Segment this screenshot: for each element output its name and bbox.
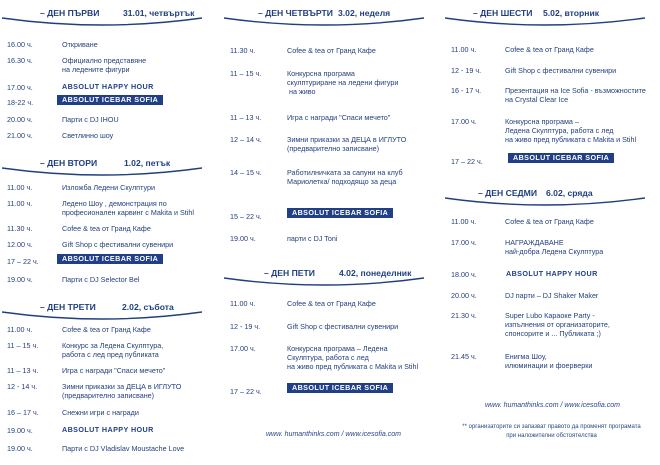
time: 11.00 ч.: [451, 45, 477, 54]
time: 11.00 ч.: [451, 217, 477, 226]
activity: Cofee & tea от Гранд Кафе: [505, 217, 594, 226]
time: 18.00 ч.: [451, 270, 477, 279]
day-label: – ДЕН ПЪРВИ: [40, 8, 100, 18]
activity: Конкурс за Ледена Скулптура, работа с лед пред публиката: [62, 341, 164, 359]
day-date: 5.02, вторник: [543, 8, 600, 18]
activity: Gift Shop с фестивални сувенири: [505, 66, 617, 75]
activity: Зимни приказки за ДЕЦА в ИГЛУТО (предварително записване): [62, 382, 182, 400]
time: 17 – 22 ч.: [7, 257, 39, 266]
activity: Cofee & tea от Гранд Кафе: [287, 46, 376, 55]
activity: Cofee & tea от Гранд Кафе: [62, 224, 151, 233]
activity: Парти с DJ Selector Bel: [62, 275, 140, 284]
time: 21.30 ч.: [451, 311, 477, 320]
activity: Super Lubo Караоке Party - изпълнения от организаторите, спонсорите и ... Публиката ;): [505, 311, 610, 338]
day-date: 1.02, петък: [124, 158, 171, 168]
time: 11.00 ч.: [230, 299, 256, 308]
activity: Енигма Шоу, илюминации и фоерверки: [505, 352, 593, 370]
day-label: – ДЕН СЕДМИ: [478, 188, 538, 198]
time: 11.00 ч.: [7, 199, 33, 208]
time: 11 – 13 ч.: [7, 366, 39, 375]
absolut-happy-hour-badge: ABSOLUT HAPPY HOUR: [506, 269, 598, 278]
absolut-icebar-badge: ABSOLUT ICEBAR SOFIA: [287, 383, 393, 393]
time: 17.00 ч.: [230, 344, 256, 353]
wave-divider: [445, 16, 645, 28]
day-date: 2.02, събота: [122, 302, 174, 312]
time: 12 - 19 ч.: [230, 322, 261, 331]
day-header: [0, 154, 220, 178]
activity: Конкурсна програма – Ледена Скулптура, работа с лед на живо пред публиката с Makita и Stihl: [287, 344, 419, 371]
activity: DJ парти – DJ Shaker Maker: [505, 291, 599, 300]
time: 18-22 ч.: [7, 98, 34, 107]
time: 17 – 22 ч.: [451, 157, 483, 166]
activity: Ледено Шоу , демонстрация по професионален карвинг с Makita и Stihl: [62, 199, 194, 217]
time: 16 - 17 ч.: [451, 86, 482, 95]
absolut-icebar-badge: ABSOLUT ICEBAR SOFIA: [57, 254, 163, 264]
activity: Игра с награди "Спаси мечето": [287, 113, 391, 122]
time: 16 – 17 ч.: [7, 408, 39, 417]
day-header: [443, 4, 660, 28]
activity: Презентация на Ice Sofia - възможностите на Crystal Clear Ice: [505, 86, 646, 104]
footer-links: www. humanthinks.com / www.icesofia.com: [266, 431, 401, 438]
activity: Cofee & tea от Гранд Кафе: [62, 325, 151, 334]
day-header: [0, 4, 220, 28]
time: 11.00 ч.: [7, 325, 33, 334]
time: 11 – 15 ч.: [7, 341, 39, 350]
activity: Официално представяне на ледените фигури: [62, 56, 147, 74]
day-date: 4.02, понеделник: [339, 268, 412, 278]
wave-divider: [2, 166, 202, 178]
footer-links: www. humanthinks.com / www.icesofia.com: [485, 402, 620, 409]
day-date: 6.02, сряда: [546, 188, 593, 198]
activity: Конкурсна програма скулптуриране на ледени фигури на живо: [287, 69, 399, 96]
wave-divider: [2, 310, 202, 322]
time: 17.00 ч.: [451, 117, 477, 126]
time: 19.00 ч.: [230, 234, 256, 243]
time: 20.00 ч.: [451, 291, 477, 300]
time: 17.00 ч.: [451, 238, 477, 247]
time: 16.30 ч.: [7, 56, 33, 65]
activity: Cofee & tea от Гранд Кафе: [287, 299, 376, 308]
wave-divider: [224, 16, 424, 28]
time: 12 - 19 ч.: [451, 66, 482, 75]
absolut-happy-hour-badge: ABSOLUT HAPPY HOUR: [62, 425, 154, 434]
time: 19.00 ч.: [7, 426, 33, 435]
wave-divider: [2, 16, 202, 28]
day-header: [0, 298, 220, 322]
activity: Парти с DJ Vladislav Moustache Love: [62, 444, 185, 453]
activity: Работилничката за сапуни на клуб Мариолетка/ подходящо за деца: [287, 168, 403, 186]
activity: Зимни приказки за ДЕЦА в ИГЛУТО (предварително записване): [287, 135, 407, 153]
activity: Изложба Ледени Скулптури: [62, 183, 155, 192]
time: 11.00 ч.: [7, 183, 33, 192]
time: 16.00 ч.: [7, 40, 33, 49]
wave-divider: [224, 276, 424, 288]
activity: Gift Shop с фестивални сувенири: [287, 322, 399, 331]
day-label: – ДЕН ТРЕТИ: [40, 302, 96, 312]
time: 12.00 ч.: [7, 240, 33, 249]
activity: НАГРАЖДАВАНЕ най-добра Ледена Скулптура: [505, 238, 604, 256]
day-header: [443, 184, 660, 208]
time: 15 – 22 ч.: [230, 212, 262, 221]
activity: Парти с DJ IHOU: [62, 115, 119, 124]
time: 12 - 14 ч.: [7, 382, 38, 391]
absolut-icebar-badge: ABSOLUT ICEBAR SOFIA: [57, 95, 163, 105]
activity: Откриване: [62, 40, 98, 49]
time: 11.30 ч.: [7, 224, 33, 233]
time: 21.45 ч.: [451, 352, 477, 361]
day-label: – ДЕН ЧЕТВЪРТИ: [258, 8, 333, 18]
day-date: 3.02, неделя: [338, 8, 391, 18]
time: 11.30 ч.: [230, 46, 256, 55]
absolut-happy-hour-badge: ABSOLUT HAPPY HOUR: [62, 82, 154, 91]
activity: Снежни игри с награди: [62, 408, 139, 417]
activity: Игра с награди "Спаси мечето": [62, 366, 166, 375]
absolut-icebar-badge: ABSOLUT ICEBAR SOFIA: [287, 208, 393, 218]
time: 12 – 14 ч.: [230, 135, 262, 144]
wave-divider: [445, 196, 645, 208]
time: 11 – 15 ч.: [230, 69, 262, 78]
day-label: – ДЕН ВТОРИ: [40, 158, 98, 168]
activity: Светлинно шоу: [62, 131, 114, 140]
time: 19.00 ч.: [7, 444, 33, 453]
day-header: [222, 264, 440, 288]
day-label: – ДЕН ШЕСТИ: [473, 8, 533, 18]
time: 17 – 22 ч.: [230, 387, 262, 396]
day-date: 31.01, четвъртък: [123, 8, 195, 18]
absolut-icebar-badge: ABSOLUT ICEBAR SOFIA: [508, 153, 614, 163]
time: 11 – 13 ч.: [230, 113, 262, 122]
activity: Cofee & tea от Гранд Кафе: [505, 45, 594, 54]
activity: Gift Shop с фестивални сувенири: [62, 240, 174, 249]
day-header: [222, 4, 440, 28]
disclaimer-note: ** организаторите си запазват правото да променят програмата при наложителни обстоятелства: [462, 424, 641, 439]
activity: Конкурсна програма – Ледена Скулптура, работа с лед на живо пред публиката с Makita и Stihl: [505, 117, 637, 144]
time: 17.00 ч.: [7, 83, 33, 92]
time: 19.00 ч.: [7, 275, 33, 284]
time: 20.00 ч.: [7, 115, 33, 124]
time: 21.00 ч.: [7, 131, 33, 140]
activity: парти с DJ Toni: [287, 234, 338, 243]
day-label: – ДЕН ПЕТИ: [264, 268, 315, 278]
time: 14 – 15 ч.: [230, 168, 262, 177]
